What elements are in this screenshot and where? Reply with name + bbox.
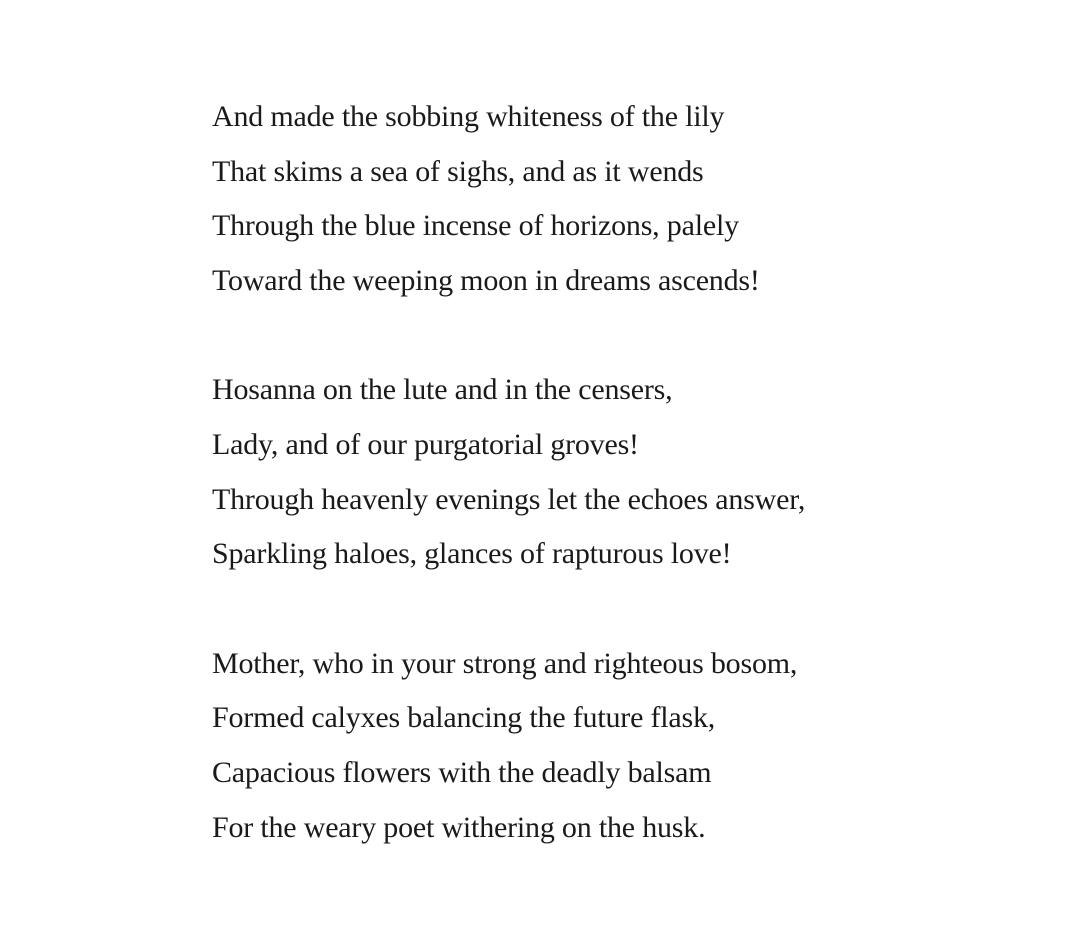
poem-text bbox=[212, 94, 1012, 914]
stanza-3 bbox=[212, 641, 1012, 859]
poem-line: Sparkling haloes, glances of rapturous love! bbox=[212, 537, 732, 571]
poem-line: Lady, and of our purgatorial groves! bbox=[212, 427, 639, 461]
poem-line: Formed calyxes balancing the future flask, bbox=[212, 701, 716, 735]
poem-line: Through the blue incense of horizons, palely bbox=[212, 209, 739, 243]
poem-line: And made the sobbing whiteness of the lily bbox=[212, 100, 725, 133]
poem-line: Mother, who in your strong and righteous bosom, bbox=[212, 646, 798, 680]
poem-line: Through heavenly evenings let the echoes answer, bbox=[212, 482, 806, 516]
poem-line: Toward the weeping moon in dreams ascends! bbox=[212, 263, 760, 297]
poem-line: For the weary poet withering on the husk. bbox=[212, 810, 706, 844]
stanza-1 bbox=[212, 94, 1012, 312]
poem-line: Hosanna on the lute and in the censers, bbox=[212, 373, 673, 407]
poem-line: That skims a sea of sighs, and as it wends bbox=[212, 154, 704, 188]
stanza-2 bbox=[212, 367, 1012, 585]
poem-line: Capacious flowers with the deadly balsam bbox=[212, 755, 712, 789]
